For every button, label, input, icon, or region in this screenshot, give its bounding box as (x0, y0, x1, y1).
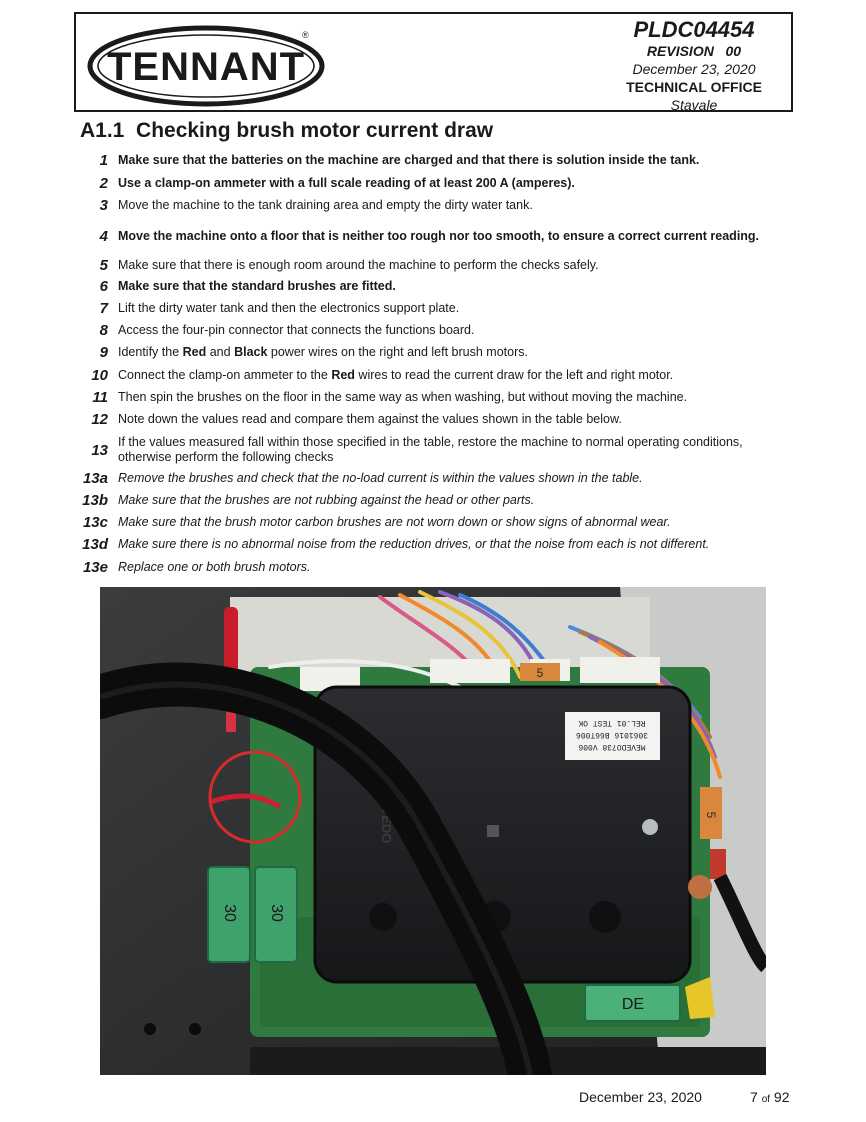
step-text (118, 560, 310, 575)
module-side-text: MEVEDO (379, 787, 394, 844)
step-text-segment: If the values measured fall within those specified in the table, restore the machine to normal operating conditions, otherwise perform the following checks (118, 435, 743, 464)
step-text (118, 153, 699, 168)
step-item (74, 344, 794, 360)
step-item (74, 434, 794, 466)
step-number: 2 (99, 174, 108, 192)
step-text-segment: Make sure that the standard brushes are fitted. (118, 278, 396, 293)
electronics-photo-illustration (100, 587, 766, 1075)
step-text-segment: Use a clamp-on ammeter with a full scale reading of at least 200 A (amperes). (118, 175, 575, 190)
step-text-segment: Lift the dirty water tank and then the electronics support plate. (118, 300, 460, 315)
step-text (118, 412, 622, 427)
step-number: 8 (99, 321, 108, 339)
step-text-segment: Make sure that the brush motor carbon brushes are not worn down or show signs of abnormal wear. (118, 514, 671, 529)
page-current: 7 (750, 1089, 758, 1105)
step-text-emphasis: Red (331, 367, 355, 382)
step-number: 4 (99, 227, 108, 245)
step-text-emphasis: Red (182, 344, 207, 359)
step-text-segment: Move the machine onto a floor that is neither too rough nor too smooth, to ensure a correct current reading. (118, 228, 760, 243)
step-text (118, 229, 759, 244)
footer-date: December 23, 2020 (579, 1089, 702, 1105)
fuse-left-2-label: 30 (268, 904, 285, 922)
step-item (74, 514, 794, 530)
fuse-right-label: 5 (704, 811, 718, 819)
step-text-segment: Note down the values read and compare them against the values shown in the table below. (118, 411, 622, 426)
step-text (118, 323, 474, 338)
step-text-segment: Identify the (118, 344, 183, 359)
step-item (74, 278, 794, 294)
step-text (118, 515, 671, 530)
step-text-segment: Replace one or both brush motors. (118, 559, 311, 574)
step-item (74, 411, 794, 427)
page-total: 92 (773, 1089, 790, 1105)
module-label-1: REL.01 TEST OK (578, 718, 646, 727)
step-number: 13d (82, 535, 108, 553)
step-text (118, 258, 599, 273)
step-text (118, 368, 673, 383)
step-number: 13b (82, 491, 108, 509)
step-number: 13e (82, 558, 108, 576)
step-text (118, 198, 533, 213)
fuse-left-1-label: 30 (221, 904, 238, 922)
fuse-top-label: 5 (536, 666, 544, 680)
step-item (74, 300, 794, 316)
step-item (74, 322, 794, 338)
step-text (118, 471, 643, 486)
step-item (74, 536, 794, 552)
step-number: 5 (99, 256, 108, 274)
step-text-segment: Move the machine to the tank draining area and empty the dirty water tank. (118, 197, 533, 212)
step-text-segment: wires to read the current draw for the left and right motor. (354, 367, 674, 382)
step-text-segment: Make sure that there is enough room around the machine to perform the checks safely. (118, 257, 599, 272)
page-number (750, 1089, 790, 1105)
step-item (74, 470, 794, 486)
step-number: 13 (91, 441, 108, 459)
step-text-segment: Then spin the brushes on the floor in the same way as when washing, but without moving the machine. (118, 389, 688, 404)
section-title: A1.1 Checking brush motor current draw (80, 119, 494, 142)
page-of: of (761, 1094, 771, 1105)
step-item (74, 559, 794, 575)
step-number: 12 (91, 410, 108, 428)
revision-label: REVISION 00 (646, 43, 742, 59)
step-number: 6 (99, 277, 108, 295)
step-number: 10 (91, 366, 108, 384)
step-number: 11 (92, 388, 108, 406)
header-date: December 23, 2020 (632, 61, 756, 77)
step-number: 9 (99, 343, 108, 361)
module-label-3: MEVEDO738 V006 (578, 742, 646, 751)
step-text (118, 301, 459, 316)
step-number: 13a (82, 469, 108, 487)
logo-text: TENNANT (106, 45, 306, 89)
step-number: 7 (99, 299, 108, 317)
svg-text:®: ® (302, 30, 309, 40)
document-info (619, 18, 769, 114)
step-text (118, 493, 534, 508)
office-label: TECHNICAL OFFICE (626, 79, 762, 95)
step-text (118, 176, 575, 191)
step-item (74, 175, 794, 191)
step-text-emphasis: Black (234, 344, 268, 359)
step-item (74, 197, 794, 213)
step-text-segment: and (206, 344, 235, 359)
step-item (74, 389, 794, 405)
document-code: PLDC04454 (633, 17, 755, 42)
step-text-segment: Remove the brushes and check that the no-load current is within the values shown in the table. (118, 470, 643, 485)
step-text-segment: Make sure that the brushes are not rubbing against the head or other parts. (118, 492, 535, 507)
step-item (74, 492, 794, 508)
tennant-logo (86, 20, 336, 108)
step-item (74, 367, 794, 383)
site-label: Stavale (670, 97, 718, 113)
step-item (74, 219, 794, 253)
step-text (118, 279, 396, 294)
step-item (74, 152, 794, 168)
brush-motor-photo (100, 587, 766, 1075)
document-header (74, 12, 793, 112)
step-text-segment: Make sure that the batteries on the machine are charged and that there is solution inside the tank. (118, 152, 700, 167)
step-text (118, 537, 709, 552)
step-number: 13c (82, 513, 108, 531)
step-number: 3 (99, 196, 108, 214)
step-text-segment: Access the four-pin connector that connects the functions board. (118, 322, 475, 337)
module-label-2: 3061016 B66T006 (575, 730, 649, 739)
step-text (118, 435, 794, 465)
step-number: 1 (99, 151, 108, 169)
step-item (74, 257, 794, 273)
step-text (118, 345, 528, 360)
step-text-segment: Make sure there is no abnormal noise from the reduction drives, or that the noise from each is not different. (118, 536, 710, 551)
step-text-segment: Connect the clamp-on ammeter to the (118, 367, 332, 382)
connector-label: DE (621, 996, 645, 1013)
step-text-segment: power wires on the right and left brush motors. (267, 344, 528, 359)
step-text (118, 390, 687, 405)
